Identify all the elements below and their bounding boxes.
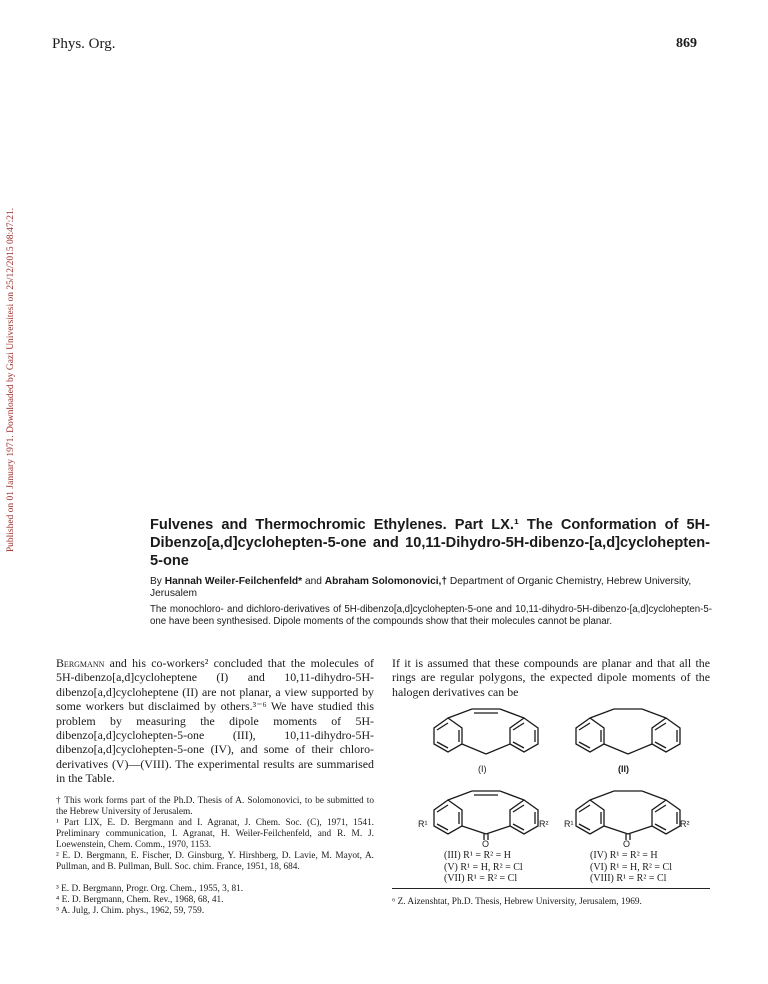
structure-III-diagram [424,788,548,840]
body-paragraph: and his co-workers² concluded that the molecules of 5H-dibenzo[a,d]cycloheptene (I) and 10,11-dihydro-5H-dibenzo[a,d]cycloheptene (II) are not planar, a view supported by some workers but disclaimed by others.³⁻⁶ We have studied this problem by measuring the dipole moments of 5H-dibenzo[a,d]cyclohepten-5-one (III), 10,11-dihydro-5H-dibenzo[a,d]cyclohepten-5-one (IV), and some of their chloro-derivatives (V)—(VIII). The experimental results are summarised in the Table. [56,656,374,786]
caption-line: (VIII) R¹ = R² = Cl [590,873,667,884]
structure-I-diagram [424,706,548,758]
substituent-r1: R¹ [418,819,428,829]
page-number: 869 [676,36,697,51]
author-name: Hannah Weiler-Feilchenfeld* [164,576,303,587]
article-title: Fulvenes and Thermochromic Ethylenes. Part LX.¹ The Conformation of 5H-Dibenzo[a,d]cyclohepten-5-one and 10,11-Dihydro-5H-dibenzo-[a,d]cyclohepten-5-one [150,517,710,569]
body-paragraph: If it is assumed that these compounds are planar and that all the rings are regular polygons, the expected dipole moments of the halogen derivatives can be [392,656,710,699]
caption-line: (VII) R¹ = R² = Cl [444,873,518,884]
carbonyl-oxygen: O [623,839,631,849]
carbonyl-oxygen: O [482,839,490,849]
footnote: ² E. D. Bergmann, E. Fischer, D. Ginsburg, Y. Hirshberg, D. Lavie, M. Mayot, A. Pullman, and B. Pullman, Bull. Soc. chim. France, 1951, 18, 684. [56,851,374,872]
structure-caption-left [444,850,523,885]
author-line [150,576,712,600]
byline-prefix: By [150,576,162,587]
structure-I-label: (I) [478,764,487,774]
footnote: ³ E. D. Bergmann, Progr. Org. Chem., 1955, 3, 81. [56,884,244,894]
caption-line: (VI) R¹ = H, R² = Cl [590,861,672,873]
footnote: ⁶ Z. Aizenshtat, Ph.D. Thesis, Hebrew University, Jerusalem, 1969. [392,897,642,907]
download-notice-text: Published on 01 January 1971. Downloaded by Gazi Universitesi on 25/12/2015 08:47:21. [6,207,16,553]
footnote: ⁵ A. Julg, J. Chim. phys., 1962, 59, 759. [56,906,205,916]
author-name: Abraham Solomonovici,† [324,576,448,587]
structure-IV-diagram [566,788,690,840]
caption-line: (IV) R¹ = R² = H [590,850,658,861]
abstract: The monochloro- and dichloro-derivatives of 5H-dibenzo[a,d]cyclohepten-5-one and 10,11-dihydro-5H-dibenzo-[a,d]cyclohepten-5-one have been synthesised. Dipole moments of the compounds show that their molecules cannot be planar. [150,604,712,627]
structure-caption-right [590,850,672,885]
footnote: † This work forms part of the Ph.D. Thesis of A. Solomonovici, to be submitted to the Hebrew University of Jerusalem. [56,796,374,817]
footnote: ⁴ E. D. Bergmann, Chem. Rev., 1968, 68, 41. [56,895,224,905]
substituent-r1: R¹ [564,819,574,829]
byline-conjunction: and [302,576,325,587]
journal-section-header: Phys. Org. [52,36,116,52]
affiliation: Department of Organic Chemistry, Hebrew University, Jerusalem [150,576,692,599]
footnote-divider [392,888,710,889]
body-column-left [56,656,374,786]
download-notice[interactable] [4,160,18,600]
caption-line: (V) R¹ = H, R² = Cl [444,861,523,873]
structure-II-diagram [566,706,690,758]
substituent-r2: R² [539,819,549,829]
footnote: ¹ Part LIX, E. D. Bergmann and I. Agranat, J. Chem. Soc. (C), 1971, 1541. Preliminary communication, I. Agranat, H. Weiler-Feilchenfeld, and R. M. J. Loewenstein, Chem. Comm., 1970, 1153. [56,818,374,850]
substituent-r2: R² [680,819,690,829]
lead-word: Bergmann [56,656,105,670]
body-column-right [392,656,710,699]
caption-line: (III) R¹ = R² = H [444,850,511,861]
structure-II-label: (II) [618,764,629,774]
